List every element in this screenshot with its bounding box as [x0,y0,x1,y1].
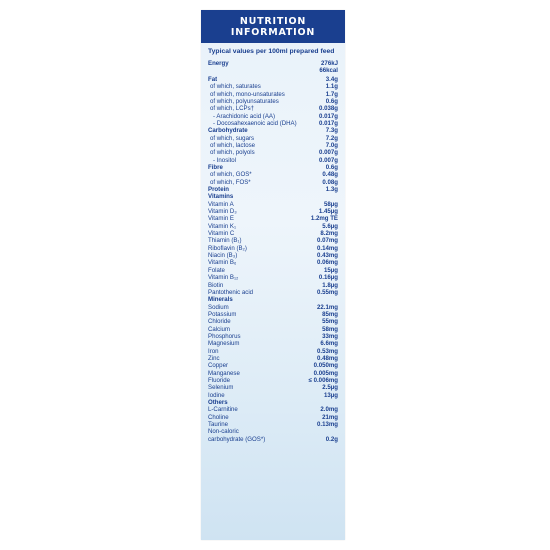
nutrient-label: Iodine [208,391,225,399]
nutrient-row [208,406,338,413]
nutrient-label: Choline [208,413,229,421]
nutrient-row [208,414,338,421]
nutrient-label: Manganese [208,369,240,377]
nutrient-label: Zinc [208,354,220,362]
nutrient-label: Chloride [208,318,231,326]
nutrient-row [208,436,338,443]
header-line-1: NUTRITION [239,15,307,27]
nutrient-value: 0.48g [322,171,338,179]
nutrient-row [208,179,338,186]
nutrient-label: Fat [208,75,218,83]
nutrient-value: 0.07mg [316,237,338,245]
nutrient-row [208,326,338,333]
nutrient-label: Thiamin (B₁) [208,237,242,245]
nutrient-label: Magnesium [208,340,240,348]
nutrient-value: 1.3g [325,186,338,194]
nutrient-row [208,348,338,355]
nutrient-row [208,127,338,134]
nutrient-label: Folate [208,266,225,274]
table-subtitle: Typical values per 100ml prepared feed [208,48,335,55]
nutrient-label: Sodium [208,303,229,311]
nutrient-value: 0.007g [319,149,338,157]
nutrient-row [208,83,338,90]
nutrient-label: Protein [208,186,229,194]
nutrient-row [208,304,338,311]
nutrient-value: 5.6µg [322,222,338,230]
nutrient-label: Potassium [208,310,237,318]
nutrient-value: 21mg [322,413,338,421]
nutrient-value: 55mg [322,318,338,326]
nutrient-row [208,289,338,296]
nutrient-label: of which, GOS* [210,171,252,179]
nutrient-label: Selenium [208,384,234,392]
nutrient-row [208,67,338,74]
nutrient-row [208,91,338,98]
nutrient-value: 0.14mg [316,244,338,252]
nutrient-label: Energy [208,60,229,67]
nutrient-label: of which, lactose [210,141,256,149]
nutrient-label: of which, polyols [210,149,255,157]
nutrient-row [208,296,338,303]
nutrient-label: Pantothenic acid [208,288,254,296]
nutrient-label: of which, LCPs† [210,105,255,113]
nutrient-label: Vitamin E [208,215,234,223]
nutrient-row [208,157,338,164]
nutrient-row [208,428,338,435]
nutrient-value: 0.050mg [313,362,338,370]
nutrient-value: 1.1g [325,83,338,91]
nutrient-row [208,164,338,171]
nutrient-value: 276kJ [321,60,338,67]
nutrient-label: of which, sugars [210,134,255,142]
nutrition-header [201,10,345,43]
nutrient-label: Vitamin B₁₂ [208,274,239,282]
nutrient-value: 7.3g [325,127,338,135]
nutrient-value: 66kcal [319,67,338,75]
nutrient-label: Vitamin D₃ [208,208,237,216]
nutrient-value: 1.7g [325,90,338,98]
nutrient-label: Calcium [208,325,231,333]
nutrient-row [208,421,338,428]
nutrient-label: Vitamins [208,193,234,201]
nutrient-label: Carbohydrate [208,127,248,135]
nutrient-value: 0.017g [319,112,338,120]
nutrient-label: L-Carnitine [208,406,238,414]
nutrient-label: Others [208,399,228,406]
nutrient-label: Iron [208,347,219,355]
nutrient-value: 0.16µg [318,274,338,282]
nutrient-label: - Arachidonic acid (AA) [213,112,275,120]
nutrient-row [208,392,338,399]
nutrient-label: of which, mono-unsaturates [210,90,285,98]
nutrient-row [208,186,338,193]
nutrient-label: Riboflavin (B₂) [208,244,247,252]
nutrient-row [208,201,338,208]
nutrient-value: 7.0g [325,141,338,149]
nutrient-row [208,311,338,318]
nutrient-value: 3.4g [325,75,338,83]
nutrient-label: Copper [208,362,228,370]
nutrient-row [208,223,338,230]
nutrient-value: 0.038g [319,105,338,113]
nutrient-row [208,237,338,244]
nutrient-row [208,105,338,112]
nutrient-value: 22.1mg [316,303,338,311]
nutrient-value: 0.007g [319,156,338,164]
nutrient-value: 1.2mg TE [310,215,338,223]
nutrient-label: Taurine [208,421,228,429]
nutrient-label: Vitamin C [208,230,235,238]
nutrient-label: Niacin (B₃) [208,252,238,260]
nutrient-label: carbohydrate (GOS*) [208,435,266,443]
nutrient-label: Vitamin B₆ [208,259,237,267]
nutrient-label: of which, FOS* [210,178,251,186]
nutrition-table [208,60,338,443]
nutrient-value: ≤ 0.006mg [308,376,338,384]
nutrient-label: Non-caloric [208,428,239,436]
nutrient-row [208,120,338,127]
nutrient-value: 0.2g [325,435,338,443]
nutrient-value: 0.43mg [316,252,338,260]
nutrient-label: Biotin [208,281,224,289]
nutrient-label: Minerals [208,296,233,304]
header-line-2: INFORMATION [230,26,316,38]
nutrient-row [208,399,338,406]
nutrient-value: 0.13mg [316,421,338,429]
nutrient-value: 8.2mg [320,230,338,238]
nutrient-row [208,245,338,252]
nutrient-label: of which, saturates [210,83,261,91]
nutrient-value: 0.48mg [316,354,338,362]
nutrient-row [208,60,338,67]
nutrient-row [208,76,338,83]
nutrient-value: 6.6mg [320,340,338,348]
nutrient-row [208,230,338,237]
nutrient-row [208,377,338,384]
nutrient-row [208,282,338,289]
nutrient-row [208,252,338,259]
nutrient-value: 0.06mg [316,259,338,267]
nutrient-row [208,149,338,156]
nutrient-value: 7.2g [325,134,338,142]
nutrient-row [208,113,338,120]
nutrient-value: 0.6g [325,164,338,171]
nutrient-value: 0.6g [325,97,338,105]
nutrient-row [208,259,338,266]
nutrient-label: - Docosahexaenoic acid (DHA) [213,119,297,127]
nutrient-value: 15µg [323,266,338,274]
nutrient-label: of which, polyunsaturates [210,97,279,105]
nutrient-value: 2.0mg [320,406,338,414]
nutrient-value: 0.55mg [316,288,338,296]
nutrient-row [208,171,338,178]
nutrient-row [208,193,338,200]
nutrient-label: Vitamin K₁ [208,222,237,230]
nutrient-row [208,267,338,274]
nutrient-row [208,355,338,362]
nutrient-label: Fibre [208,164,223,171]
nutrient-value: 85mg [322,310,338,318]
nutrient-value: 58µg [323,200,338,208]
nutrient-label: Fluoride [208,376,231,384]
nutrient-row [208,384,338,391]
nutrient-label: Vitamin A [208,200,234,208]
nutrient-row [208,274,338,281]
nutrient-value: 58mg [322,325,338,333]
nutrition-panel [201,10,345,540]
nutrient-value: 0.53mg [316,347,338,355]
nutrient-label: - Inositol [213,156,237,164]
nutrient-value: 13µg [323,391,338,399]
nutrient-value: 0.017g [319,119,338,127]
nutrient-value: 33mg [322,332,338,340]
nutrient-row [208,318,338,325]
nutrient-row [208,362,338,369]
nutrient-value: 1.45µg [318,208,338,216]
nutrient-value: 1.8µg [322,281,338,289]
nutrient-value: 0.005mg [313,369,338,377]
nutrient-value: 2.5µg [322,384,338,392]
nutrient-row [208,98,338,105]
nutrient-label: Phosphorus [208,332,241,340]
nutrient-row [208,208,338,215]
nutrient-row [208,135,338,142]
nutrient-value: 0.08g [322,178,338,186]
nutrient-row [208,333,338,340]
nutrient-row [208,340,338,347]
nutrient-row [208,370,338,377]
nutrient-row [208,215,338,222]
nutrient-row [208,142,338,149]
